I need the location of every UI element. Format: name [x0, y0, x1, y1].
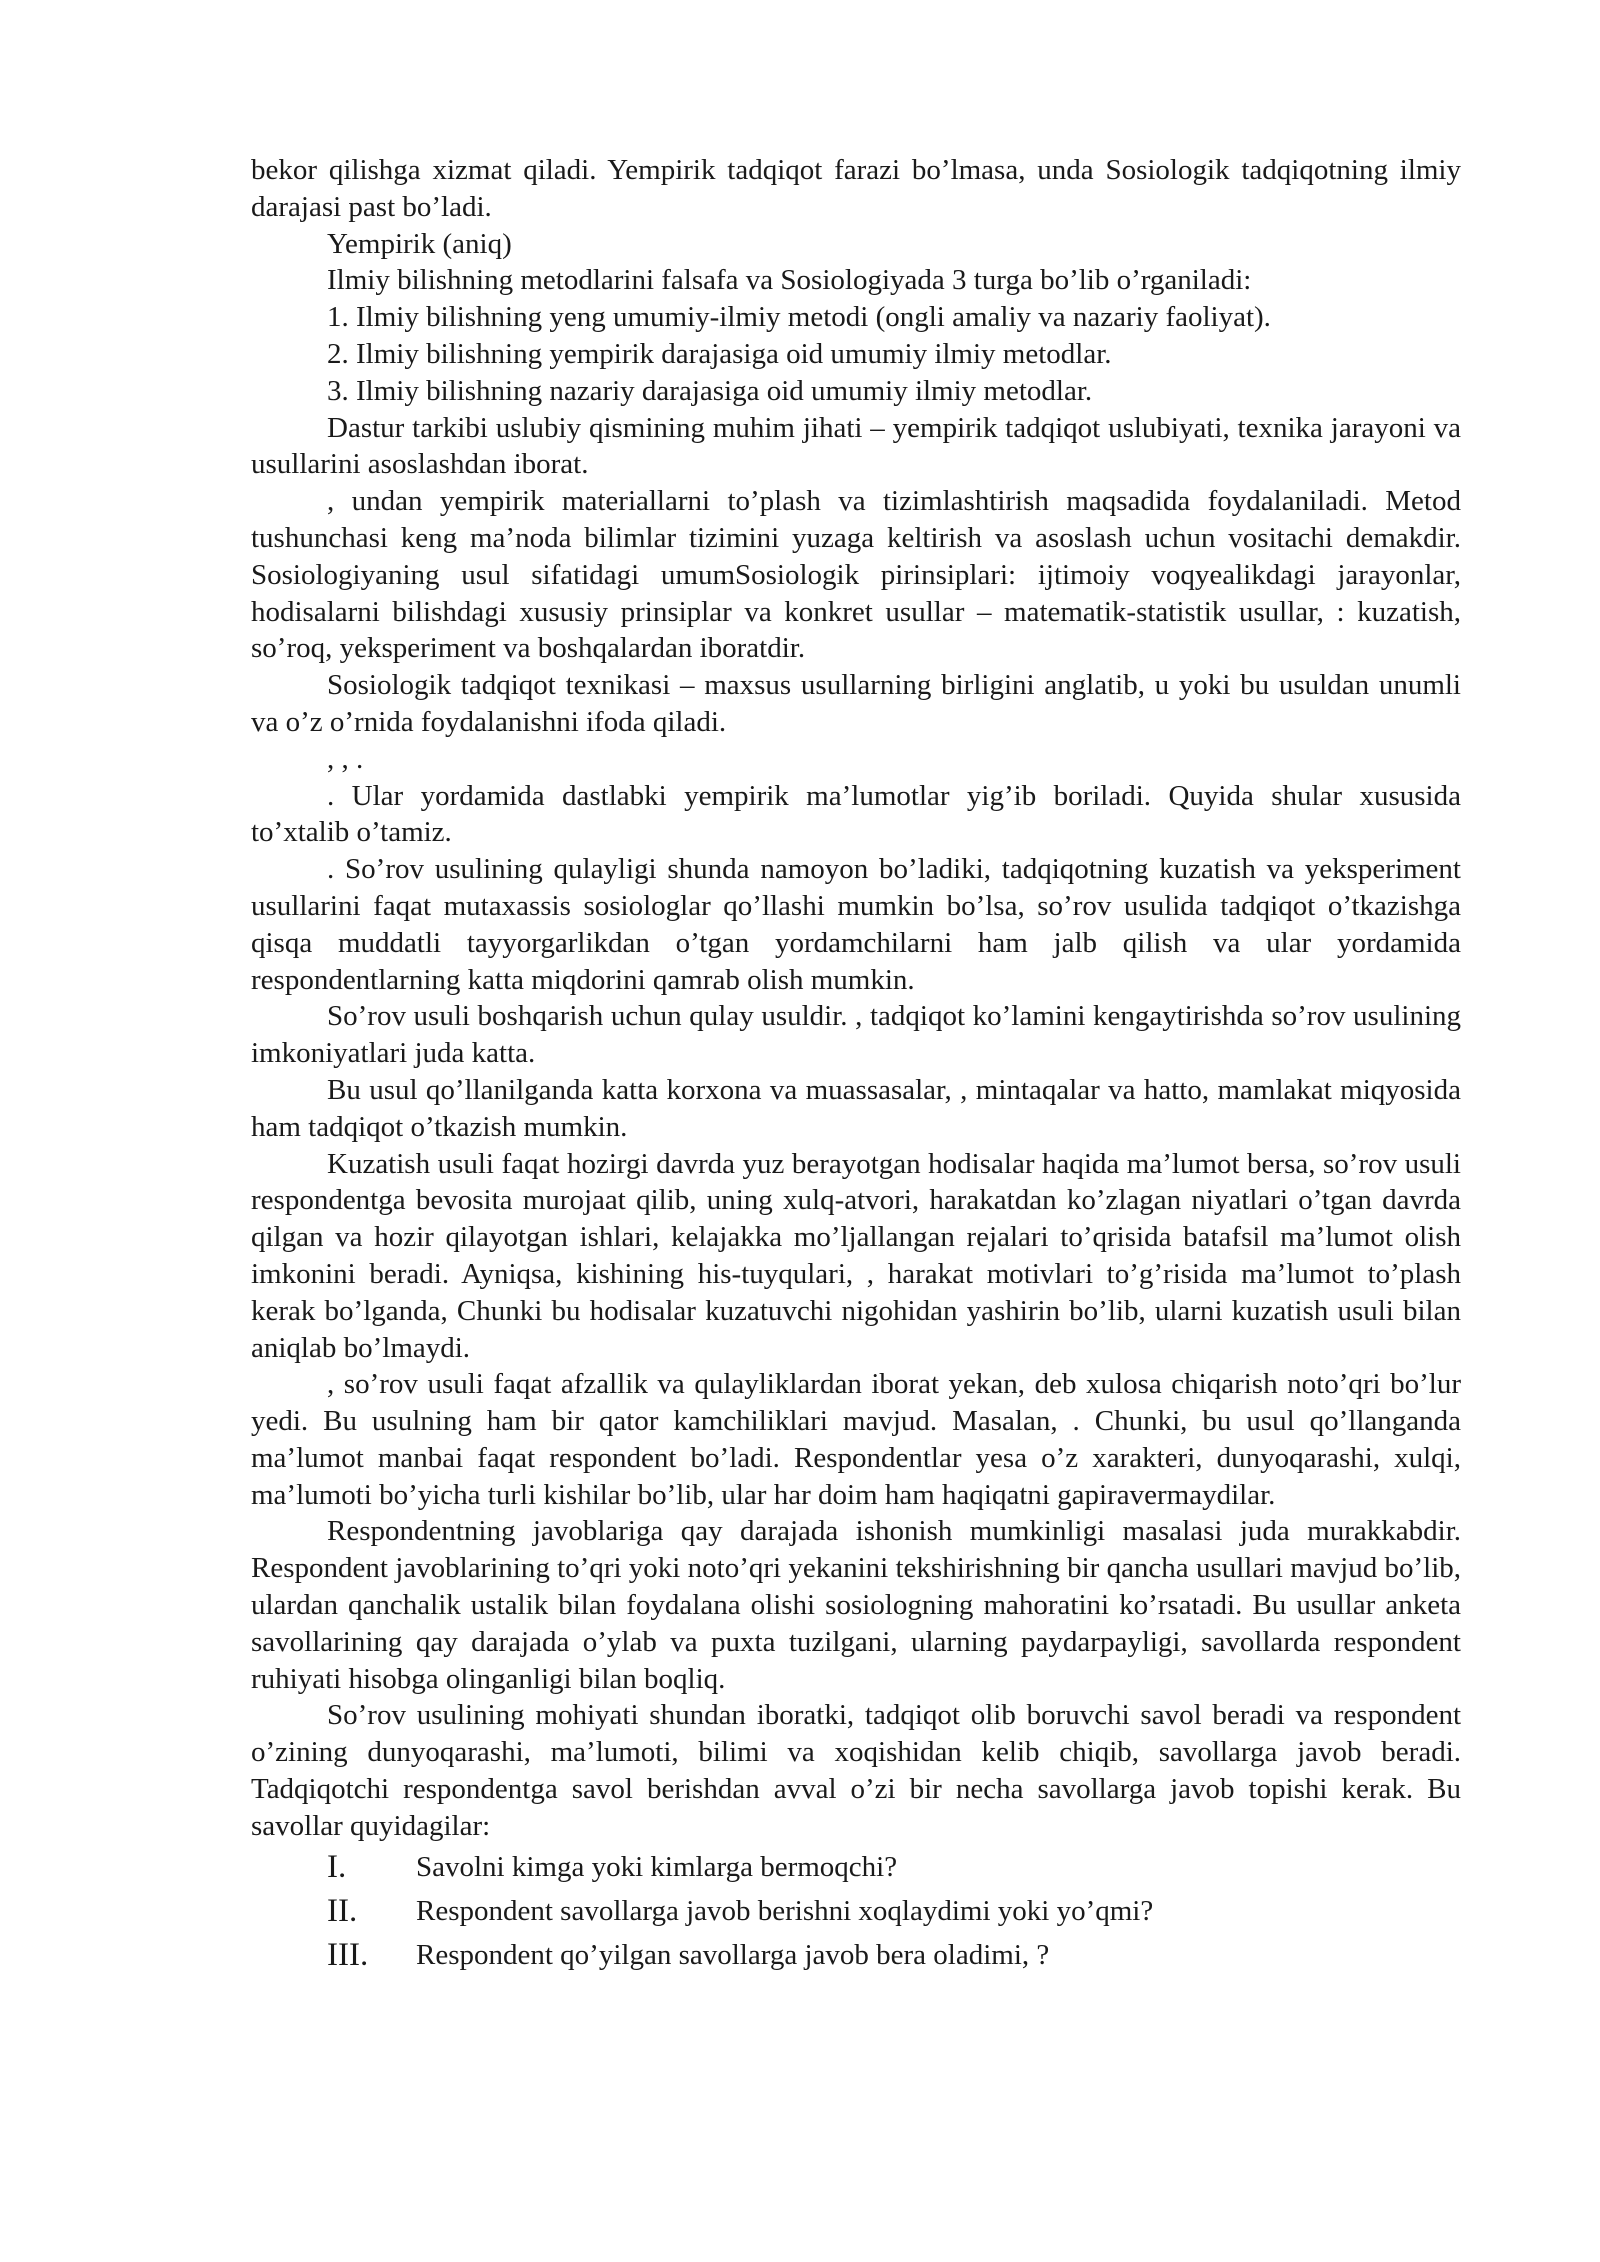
- question-item: [251, 1889, 1461, 1933]
- paragraph: Ilmiy bilishning metodlarini falsafa va Sosiologiyada 3 turga bo’lib o’rganiladi:: [327, 264, 1252, 297]
- body-text: [251, 152, 1461, 1845]
- paragraph: 2. Ilmiy bilishning yempirik darajasiga oid umumiy ilmiy metodlar.: [327, 337, 1112, 370]
- question-number: I.: [327, 1848, 347, 1885]
- paragraph: . So’rov usulining qulayligi shunda namoyon bo’ladiki, tadqiqotning kuzatish va yeksperiment usullarini faqat mutaxassis sosiologlar qo’llashi mumkin bo’lsa, so’rov usulida tadqiqot o’tkazishga qisqa muddatli tayyorgarlikdan o’tgan yordamchilarni ham jalb qilish va ular yordamida respondentlarning katta miqdorini qamrab olish mumkin.: [251, 853, 1461, 996]
- paragraph: 3. Ilmiy bilishning nazariy darajasiga oid umumiy ilmiy metodlar.: [327, 374, 1093, 407]
- paragraph: Yempirik (aniq): [327, 227, 512, 260]
- paragraph: 1. Ilmiy bilishning yeng umumiy-ilmiy metodi (ongli amaliy va nazariy faoliyat).: [327, 301, 1271, 334]
- question-item: [251, 1845, 1461, 1889]
- paragraph: , , .: [327, 742, 364, 775]
- document-page: [251, 152, 1461, 1977]
- paragraph: Respondentning javoblariga qay darajada ishonish mumkinligi masalasi juda murakkabdir. Respondent javoblarining to’qri yoki noto’qri yekanini tekshirishning bir qancha usullari mavjud bo’lib, ulardan qanchalik ustalik bilan foydalana olishi sosiologning mahoratini ko’rsatadi. Bu usullar anketa savollarining qay darajada o’ylab va puxta tuzilgani, ularning paydarpayligi, savollarda respondent ruhiyati hisobga olinganligi bilan boqliq.: [251, 1515, 1461, 1695]
- paragraph: Bu usul qo’llanilganda katta korxona va muassasalar, , mintaqalar va hatto, mamlakat miqyosida ham tadqiqot o’tkazish mumkin.: [251, 1073, 1461, 1143]
- paragraph: , undan yempirik materiallarni to’plash va tizimlashtirish maqsadida foydalaniladi. Metod tushunchasi keng ma’noda bilimlar tizimini yuzaga keltirish va asoslash uchun vositachi demakdir. Sosiologiyaning usul sifatidagi umumSosiologik pirinsiplari: ijtimoiy voqyealikdagi jarayonlar, hodisalarni bilishdagi xususiy prinsiplar va konkret usullar – matematik-statistik usullar, : kuzatish, so’roq, yeksperiment va boshqalardan iboratdir.: [251, 485, 1461, 665]
- paragraph: bekor qilishga xizmat qiladi. Yempirik tadqiqot farazi bo’lmasa, unda Sosiologik tadqiqotning ilmiy darajasi past bo’ladi.: [251, 154, 1461, 223]
- question-item: [251, 1933, 1461, 1977]
- paragraph: , so’rov usuli faqat afzallik va qulayliklardan iborat yekan, deb xulosa chiqarish noto’qri bo’lur yedi. Bu usulning ham bir qator kamchiliklari mavjud. Masalan, . Chunki, bu usul qo’llanganda ma’lumot manbai faqat respondent bo’ladi. Respondentlar yesa o’z xarakteri, dunyoqarashi, xulqi, ma’lumoti bo’yicha turli kishilar bo’lib, ular har doim ham haqiqatni gapiravermaydilar.: [251, 1368, 1461, 1511]
- paragraph: Dastur tarkibi uslubiy qismining muhim jihati – yempirik tadqiqot uslubiyati, texnika jarayoni va usullarini asoslashdan iborat.: [251, 411, 1461, 481]
- paragraph: Kuzatish usuli faqat hozirgi davrda yuz berayotgan hodisalar haqida ma’lumot bersa, so’rov usuli respondentga bevosita murojaat qilib, uning xulq-atvori, harakatdan ko’zlagan niyatlari o’tgan davrda qilgan va hozir qilayotgan ishlari, kelajakka mo’ljallangan rejalari to’qrisida batafsil ma’lumot olish imkonini beradi. Ayniqsa, kishining his-tuyqulari, , harakat motivlari to’g’risida ma’lumot to’plash kerak bo’lganda, Chunki bu hodisalar kuzatuvchi nigohidan yashirin bo’lib, ularni kuzatish usuli bilan aniqlab bo’lmaydi.: [251, 1147, 1461, 1364]
- paragraph: Sosiologik tadqiqot texnikasi – maxsus usullarning birligini anglatib, u yoki bu usuldan unumli va o’z o’rnida foydalanishni ifoda qiladi.: [251, 669, 1461, 738]
- paragraph: So’rov usuli boshqarish uchun qulay usuldir. , tadqiqot ko’lamini kengaytirishda so’rov usulining imkoniyatlari juda katta.: [251, 1000, 1461, 1070]
- paragraph: . Ular yordamida dastlabki yempirik ma’lumotlar yig’ib boriladi. Quyida shular xususida to’xtalib o’tamiz.: [251, 779, 1461, 849]
- paragraph: So’rov usulining mohiyati shundan iboratki, tadqiqot olib boruvchi savol beradi va respondent o’zining dunyoqarashi, ma’lumoti, bilimi va xoqishidan kelib chiqib, savollarga javob beradi. Tadqiqotchi respondentga savol berishdan avval o’zi bir necha savollarga javob topishi kerak. Bu savollar quyidagilar:: [251, 1699, 1461, 1842]
- question-text: Savolni kimga yoki kimlarga bermoqchi?: [416, 1850, 898, 1883]
- question-number: II.: [327, 1892, 358, 1929]
- question-number: III.: [327, 1936, 369, 1973]
- question-text: Respondent savollarga javob berishni xoqlaydimi yoki yo’qmi?: [416, 1894, 1154, 1927]
- question-list: [251, 1845, 1461, 1977]
- question-text: Respondent qo’yilgan savollarga javob bera oladimi, ?: [416, 1938, 1050, 1971]
